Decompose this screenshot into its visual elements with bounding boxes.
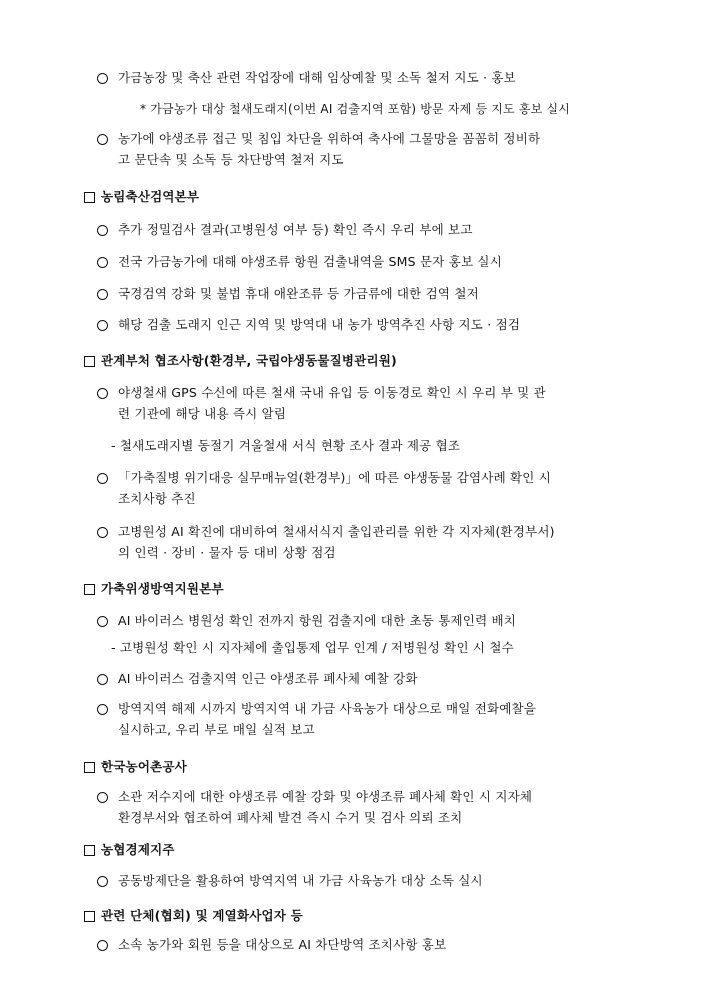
circle-bullet-icon <box>97 320 108 331</box>
list-item: 농가에 야생조류 접근 및 침입 차단을 위하여 축사에 그물망을 꼼꼼히 정비하 <box>118 131 541 146</box>
list-item: AI 바이러스 검출지역 인근 야생조류 폐사체 예찰 강화 <box>118 671 418 686</box>
list-item: 가금농장 및 축산 관련 작업장에 대해 임상예찰 및 소독 철저 지도 · 홍보 <box>118 70 516 85</box>
list-item-continuation: 의 인력 · 장비 · 물자 등 대비 상황 점검 <box>118 545 336 560</box>
circle-bullet-icon <box>97 225 108 236</box>
list-item-continuation: 조치사항 추진 <box>118 491 196 506</box>
list-item-continuation: 환경부서와 협조하여 폐사체 발견 즉시 수거 및 검사 의뢰 조치 <box>118 810 463 825</box>
dash-item: - 고병원성 확인 시 지자체에 출입통제 업무 인계 / 저병원성 확인 시 철수 <box>111 640 514 655</box>
circle-bullet-icon <box>97 674 108 685</box>
list-item: 공동방제단을 활용하여 방역지역 내 가금 사육농가 대상 소독 실시 <box>118 873 483 888</box>
section-heading: 한국농어촌공사 <box>101 759 187 774</box>
list-item: 방역지역 해제 시까지 방역지역 내 가금 사육농가 대상으로 매일 전화예찰을 <box>118 701 537 716</box>
section-checkbox-icon <box>84 356 95 367</box>
list-item: 국경검역 강화 및 불법 휴대 애완조류 등 가금류에 대한 검역 철저 <box>118 286 479 301</box>
section-checkbox-icon <box>84 845 95 856</box>
circle-bullet-icon <box>97 388 108 399</box>
note-text: * 가금농가 대상 철새도래지(이번 AI 검출지역 포함) 방문 자제 등 지도 홍보 실시 <box>140 102 571 116</box>
section-checkbox-icon <box>84 584 95 595</box>
section-heading: 농림축산검역본부 <box>101 189 200 204</box>
section-checkbox-icon <box>84 911 95 922</box>
list-item: 추가 정밀검사 결과(고병원성 여부 등) 확인 즉시 우리 부에 보고 <box>118 222 473 237</box>
section-heading: 관계부처 협조사항(환경부, 국립야생동물질병관리원) <box>101 353 397 368</box>
circle-bullet-icon <box>97 73 108 84</box>
section-heading: 관련 단체(협회) 및 계열화사업자 등 <box>101 908 303 923</box>
list-item-continuation: 련 기관에 해당 내용 즉시 알림 <box>118 406 287 421</box>
list-item: 「가축질병 위기대응 실무매뉴얼(환경부)」에 따른 야생동물 감염사례 확인 시 <box>118 470 552 485</box>
circle-bullet-icon <box>97 134 108 145</box>
list-item: 소관 저수지에 대한 야생조류 예찰 강화 및 야생조류 폐사체 확인 시 지자체 <box>118 789 533 804</box>
circle-bullet-icon <box>97 527 108 538</box>
circle-bullet-icon <box>97 940 108 951</box>
circle-bullet-icon <box>97 792 108 803</box>
circle-bullet-icon <box>97 473 108 484</box>
list-item-continuation: 실시하고, 우리 부로 매일 실적 보고 <box>118 722 315 737</box>
list-item: 고병원성 AI 확진에 대비하여 철새서식지 출입관리를 위한 각 지자체(환경부서) <box>118 524 555 539</box>
list-item: 야생철새 GPS 수신에 따른 철새 국내 유입 등 이동경로 확인 시 우리 부 및 관 <box>118 385 546 400</box>
list-item: AI 바이러스 병원성 확인 전까지 항원 검출지에 대한 초동 통제인력 배치 <box>118 613 517 628</box>
circle-bullet-icon <box>97 289 108 300</box>
section-checkbox-icon <box>84 762 95 773</box>
section-heading: 가축위생방역지원본부 <box>101 581 224 596</box>
circle-bullet-icon <box>97 876 108 887</box>
circle-bullet-icon <box>97 704 108 715</box>
list-item-continuation: 고 문단속 및 소독 등 차단방역 철저 지도 <box>118 152 344 167</box>
list-item: 해당 검출 도래지 인근 지역 및 방역대 내 농가 방역추진 사항 지도 · 점검 <box>118 317 521 332</box>
list-item: 소속 농가와 회원 등을 대상으로 AI 차단방역 조치사항 홍보 <box>118 937 447 952</box>
dash-item: - 철새도래지별 동절기 겨울철새 서식 현황 조사 결과 제공 협조 <box>111 438 461 453</box>
section-checkbox-icon <box>84 192 95 203</box>
list-item: 전국 가금농가에 대해 야생조류 항원 검출내역을 SMS 문자 홍보 실시 <box>118 254 502 269</box>
circle-bullet-icon <box>97 257 108 268</box>
section-heading: 농협경제지주 <box>101 842 175 857</box>
circle-bullet-icon <box>97 616 108 627</box>
